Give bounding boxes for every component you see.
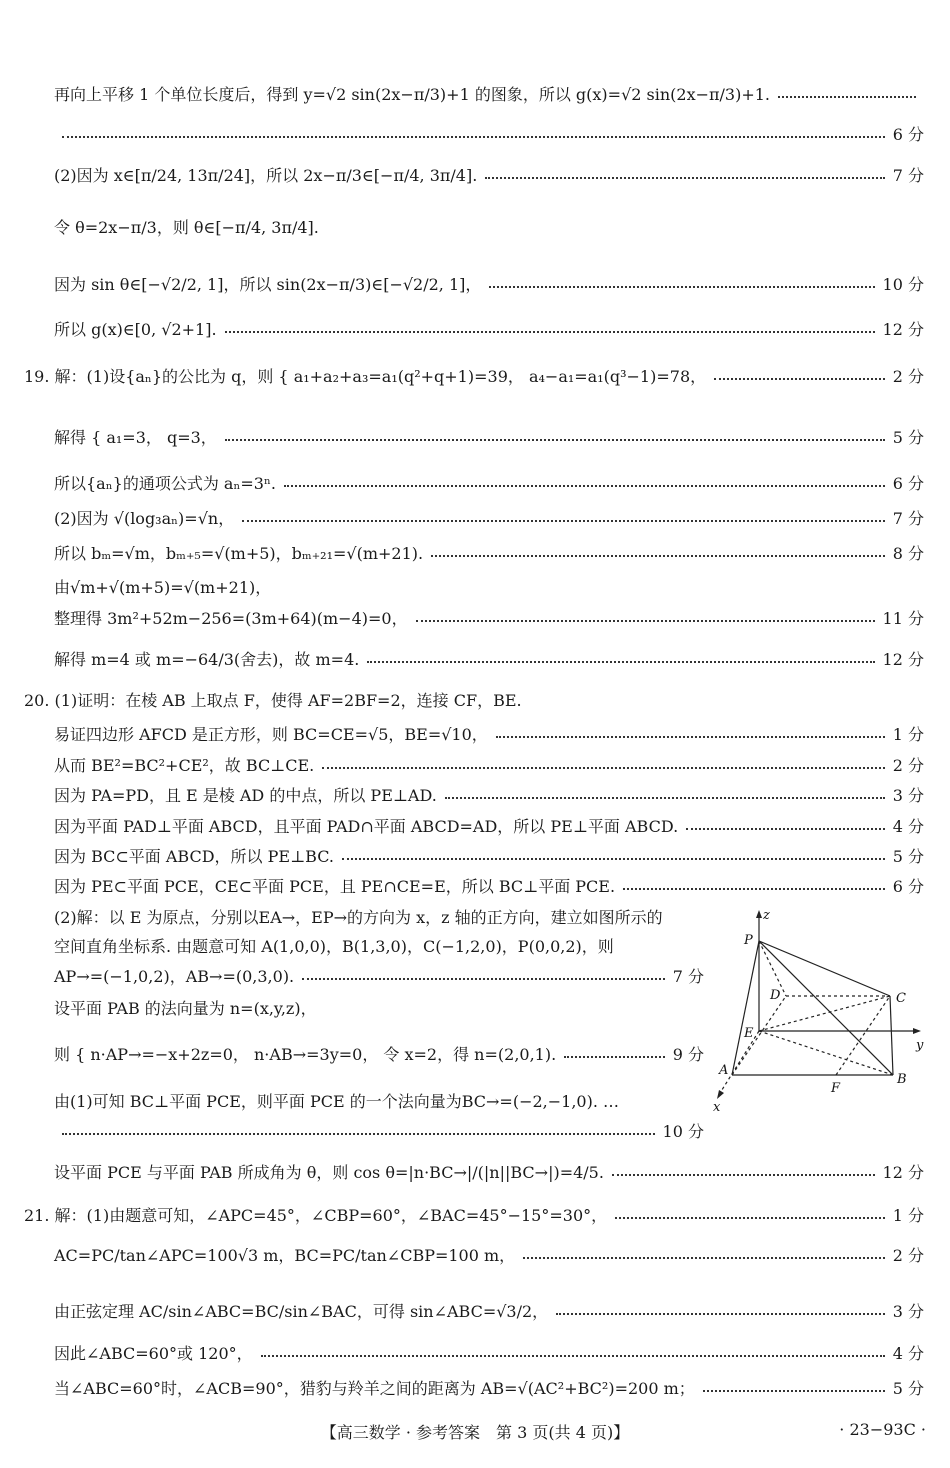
- answer-line-30: 21. 解：(1)由题意可知，∠APC=45°，∠CBP=60°，∠BAC=45°−15°=30°， 1 分: [24, 1203, 924, 1226]
- answer-line-27: 由(1)可知 BC⊥平面 PCE，则平面 PCE 的一个法向量为BC→=(−2,−1,0). …: [54, 1092, 620, 1111]
- answer-line-9: 所以{aₙ}的通项公式为 aₙ=3ⁿ. 6 分: [54, 471, 924, 494]
- score-mark: 6 分: [892, 125, 924, 144]
- leader-dots: [431, 555, 885, 557]
- score-mark: 4 分: [892, 817, 924, 836]
- answer-line-26: 则 { n·AP→=−x+2z=0， n·AB→=3y=0， 令 x=2，得 n=(2,0,1). 9 分: [54, 1042, 704, 1065]
- label-E: E: [744, 1026, 754, 1041]
- score-mark: 7 分: [892, 509, 924, 528]
- answer-line-28: [54, 1119, 704, 1142]
- leader-dots: [62, 136, 885, 138]
- leader-dots: [703, 1390, 885, 1392]
- pyramid-coordinate-figure: [710, 903, 932, 1118]
- answer-line-14: 解得 m=4 或 m=−64/3(舍去)，故 m=4. 12 分: [54, 647, 924, 670]
- score-mark: 5 分: [892, 847, 924, 866]
- footer-code: · 23−93C ·: [839, 1420, 926, 1439]
- score-mark: 7 分: [892, 166, 924, 185]
- label-A: A: [719, 1063, 729, 1078]
- label-P: P: [744, 933, 753, 948]
- answer-line-31: AC=PC/tan∠APC=100√3 m，BC=PC/tan∠CBP=100 m， 2 分: [54, 1243, 924, 1266]
- answer-line-3: (2)因为 x∈[π/24, 13π/24]，所以 2x−π/3∈[−π/4, 3π/4]. 7 分: [54, 163, 924, 186]
- label-B: B: [897, 1072, 907, 1087]
- score-mark: 12 分: [882, 320, 924, 339]
- leader-dots: [523, 1257, 885, 1259]
- score-mark: 7 分: [672, 967, 704, 986]
- leader-dots: [225, 331, 875, 333]
- score-mark: 12 分: [882, 650, 924, 669]
- score-mark: 3 分: [892, 1302, 924, 1321]
- score-mark: 8 分: [892, 544, 924, 563]
- leader-dots: [615, 1217, 885, 1219]
- answer-line-15: 20. (1)证明：在棱 AB 上取点 F，使得 AF=2BF=2，连接 CF，BE.: [24, 691, 522, 710]
- footer-title: 【高三数学 · 参考答案 第 3 页(共 4 页)】: [320, 1423, 630, 1442]
- answer-line-19: 因为平面 PAD⊥平面 ABCD，且平面 PAD∩平面 ABCD=AD，所以 PE⊥平面 ABCD. 4 分: [54, 814, 924, 837]
- answer-line-12: 由√m+√(m+5)=√(m+21)，: [54, 578, 272, 597]
- leader-dots: [623, 888, 885, 890]
- answer-line-20: 因为 BC⊂平面 ABCD，所以 PE⊥BC. 5 分: [54, 844, 924, 867]
- x-axis-arrow: [717, 1090, 724, 1099]
- label-C: C: [896, 991, 906, 1006]
- answer-line-1: 再向上平移 1 个单位长度后，得到 y=√2 sin(2x−π/3)+1 的图象，所以 g(x)=√2 sin(2x−π/3)+1.: [54, 82, 924, 105]
- label-D: D: [770, 988, 781, 1003]
- answer-line-23: 空间直角坐标系. 由题意可知 A(1,0,0)，B(1,3,0)，C(−1,2,0)，P(0,0,2)，则: [54, 937, 614, 956]
- answer-line-16: 易证四边形 AFCD 是正方形，则 BC=CE=√5，BE=√10， 1 分: [54, 722, 924, 745]
- answer-line-33: 因此∠ABC=60°或 120°， 4 分: [54, 1341, 924, 1364]
- score-mark: 2 分: [892, 1246, 924, 1265]
- score-mark: 11 分: [882, 609, 924, 628]
- label-z: z: [763, 908, 770, 923]
- score-mark: 6 分: [892, 474, 924, 493]
- score-mark: 12 分: [882, 1163, 924, 1182]
- segment-EB: [759, 1031, 893, 1075]
- answer-line-5: 因为 sin θ∈[−√2/2, 1]，所以 sin(2x−π/3)∈[−√2/2, 1]， 10 分: [54, 272, 924, 295]
- z-axis-arrow: [756, 910, 762, 918]
- score-mark: 2 分: [892, 756, 924, 775]
- answer-line-7: 19. 解：(1)设{aₙ}的公比为 q，则 { a₁+a₂+a₃=a₁(q²+q+1)=39， a₄−a₁=a₁(q³−1)=78， 2 分: [24, 364, 924, 387]
- score-mark: 9 分: [672, 1045, 704, 1064]
- leader-dots: [416, 620, 875, 622]
- y-axis-arrow: [913, 1028, 921, 1034]
- leader-dots: [564, 1056, 665, 1058]
- score-mark: 10 分: [662, 1122, 704, 1141]
- leader-dots: [714, 378, 885, 380]
- leader-dots: [778, 96, 916, 98]
- leader-dots: [496, 736, 885, 738]
- answer-line-10: (2)因为 √(log₃aₙ)=√n， 7 分: [54, 506, 924, 529]
- score-mark: 10 分: [882, 275, 924, 294]
- leader-dots: [62, 1133, 655, 1135]
- label-x: x: [713, 1100, 721, 1115]
- leader-dots: [342, 858, 885, 860]
- answer-line-11: 所以 bₘ=√m，bₘ₊₅=√(m+5)，bₘ₊₂₁=√(m+21). 8 分: [54, 541, 924, 564]
- leader-dots: [489, 286, 874, 288]
- label-F: F: [831, 1081, 841, 1096]
- answer-line-21: 因为 PE⊂平面 PCE，CE⊂平面 PCE，且 PE∩CE=E，所以 BC⊥平面 PCE. 6 分: [54, 874, 924, 897]
- answer-line-32: 由正弦定理 AC/sin∠ABC=BC/sin∠BAC，可得 sin∠ABC=√3/2， 3 分: [54, 1299, 924, 1322]
- score-mark: 5 分: [892, 428, 924, 447]
- answer-line-13: 整理得 3m²+52m−256=(3m+64)(m−4)=0， 11 分: [54, 606, 924, 629]
- leader-dots: [686, 828, 885, 830]
- leader-dots: [445, 797, 885, 799]
- answer-line-24: AP→=(−1,0,2)，AB→=(0,3,0). 7 分: [54, 964, 704, 987]
- leader-dots: [322, 767, 884, 769]
- leader-dots: [242, 520, 885, 522]
- answer-line-22: (2)解：以 E 为原点，分别以EA→，EP→的方向为 x，z 轴的正方向，建立如图所示的: [54, 908, 663, 927]
- leader-dots: [302, 978, 665, 980]
- leader-dots: [485, 177, 884, 179]
- answer-line-25: 设平面 PAB 的法向量为 n=(x,y,z)，: [54, 999, 317, 1018]
- edge-BC: [890, 996, 893, 1075]
- edge-PB: [759, 941, 893, 1075]
- score-mark: 5 分: [892, 1379, 924, 1398]
- score-mark: 2 分: [892, 367, 924, 386]
- score-mark: 1 分: [892, 725, 924, 744]
- answer-line-4: 令 θ=2x−π/3，则 θ∈[−π/4, 3π/4].: [54, 218, 319, 237]
- score-mark: 3 分: [892, 786, 924, 805]
- answer-line-34: 当∠ABC=60°时，∠ACB=90°，猎豹与羚羊之间的距离为 AB=√(AC²+BC²)=200 m； 5 分: [54, 1376, 924, 1399]
- score-mark: 6 分: [892, 877, 924, 896]
- answer-line-8: 解得 { a₁=3， q=3， 5 分: [54, 425, 924, 448]
- label-y: y: [916, 1038, 924, 1053]
- score-mark: 1 分: [892, 1206, 924, 1225]
- leader-dots: [367, 661, 874, 663]
- answer-line-18: 因为 PA=PD，且 E 是棱 AD 的中点，所以 PE⊥AD. 3 分: [54, 783, 924, 806]
- leader-dots: [225, 439, 885, 441]
- leader-dots: [261, 1355, 885, 1357]
- leader-dots: [556, 1313, 885, 1315]
- answer-line-29: 设平面 PCE 与平面 PAB 所成角为 θ，则 cos θ=|n·BC→|/(|n||BC→|)=4/5. 12 分: [54, 1160, 924, 1183]
- score-mark: 4 分: [892, 1344, 924, 1363]
- answer-line-2: [54, 122, 924, 145]
- answer-line-17: 从而 BE²=BC²+CE²，故 BC⊥CE. 2 分: [54, 753, 924, 776]
- answer-line-6: 所以 g(x)∈[0, √2+1]. 12 分: [54, 317, 924, 340]
- leader-dots: [612, 1174, 875, 1176]
- leader-dots: [284, 485, 885, 487]
